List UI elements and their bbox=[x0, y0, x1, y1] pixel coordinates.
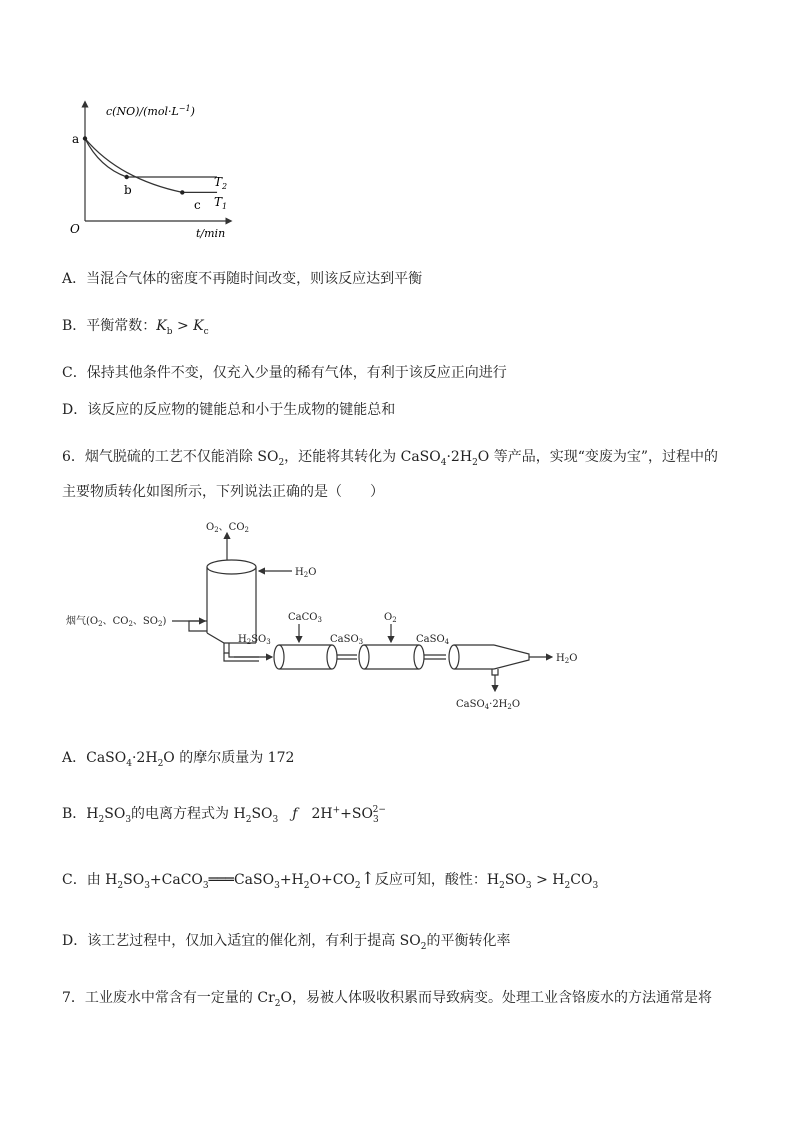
point-a-label: a bbox=[72, 132, 80, 146]
label-top-outlet: $O_2$、$CO_2$ bbox=[206, 522, 249, 534]
q6-stem-line2: 主要物质转化如图所示，下列说法正确的是（ ） bbox=[62, 484, 384, 500]
y-axis-label: $c(NO)/(mol\cdot L^{-1})$ bbox=[106, 104, 195, 118]
label-o2: $O_2$ bbox=[384, 612, 397, 624]
concentration-time-chart bbox=[64, 96, 244, 244]
q6-option-d: D．该工艺过程中，仅加入适宜的催化剂，有利于提高 $SO_2$的平衡转化率 bbox=[62, 933, 511, 952]
point-marker-a bbox=[83, 136, 87, 140]
curve-t2-label: $T_2$ bbox=[214, 175, 228, 191]
q5-option-c: C．保持其他条件不变，仅充入少量的稀有气体，有利于该反应正向进行 bbox=[62, 365, 507, 381]
q6-option-a: A．$CaSO_4\cdot 2H_2O$ 的摩尔质量为 172 bbox=[62, 750, 295, 769]
reactor-2 bbox=[359, 645, 424, 669]
reactor-1 bbox=[274, 645, 337, 669]
q5-option-a: A．当混合气体的密度不再随时间改变，则该反应达到平衡 bbox=[62, 271, 423, 287]
point-b-label: b bbox=[124, 183, 132, 197]
q5-option-d: D．该反应的反应物的键能总和小于生成物的键能总和 bbox=[62, 402, 396, 418]
q6-stem-line1: 6．烟气脱硫的工艺不仅能消除 $SO_2$，还能将其转化为 $CaSO_4\cdot 2H_2O$ 等产品，实现“变废为宝”，过程中的 bbox=[62, 449, 719, 468]
label-water-out: $H_2O$ bbox=[556, 653, 578, 665]
curve-t1-label: $T_1$ bbox=[214, 195, 228, 211]
point-marker-c bbox=[180, 190, 184, 194]
label-caco3: CaCO$_3$ bbox=[288, 612, 322, 624]
chart-axes bbox=[85, 104, 229, 221]
label-caso3: CaSO$_3$ bbox=[330, 634, 364, 646]
label-h2so3: $H_2SO_3$ bbox=[238, 634, 271, 646]
q7-stem-line1: 7．工业废水中常含有一定量的 $Cr_2O$，易被人体吸收积累而导致病变。处理工业含铬废水的方法通常是将 bbox=[62, 990, 712, 1009]
origin-label: O bbox=[70, 222, 80, 236]
label-caso4: CaSO$_4$ bbox=[416, 634, 450, 646]
label-product: $CaSO_4\cdot 2H_2O$ bbox=[456, 699, 521, 711]
diagram-svg bbox=[64, 521, 594, 716]
label-water-in: $H_2O$ bbox=[295, 567, 317, 579]
q5-option-b: B．平衡常数：$K_b > K_c$ bbox=[62, 318, 209, 337]
chart-svg bbox=[64, 96, 244, 244]
point-marker-b bbox=[125, 175, 129, 179]
x-axis-label: t/min bbox=[196, 227, 226, 240]
label-flue-gas: 烟气($O_2$、$CO_2$、$SO_2$) bbox=[66, 616, 167, 628]
series-line-t1 bbox=[85, 139, 217, 193]
q6-option-c: C．由 $H_2SO_3+CaCO_3═══CaSO_3+H_2O+CO_2↑$反应可知，酸性：$H_2SO_3 > H_2CO_3$ bbox=[62, 869, 599, 891]
chart-series-group bbox=[83, 136, 217, 194]
point-c-label: c bbox=[194, 198, 201, 212]
desulfurization-process-diagram bbox=[64, 521, 594, 716]
separator bbox=[449, 645, 529, 675]
q6-option-b: B．$H_2SO_3$的电离方程式为 $H_2SO_3$ ƒ $2H^++SO_3^{2-}$ bbox=[62, 805, 386, 825]
